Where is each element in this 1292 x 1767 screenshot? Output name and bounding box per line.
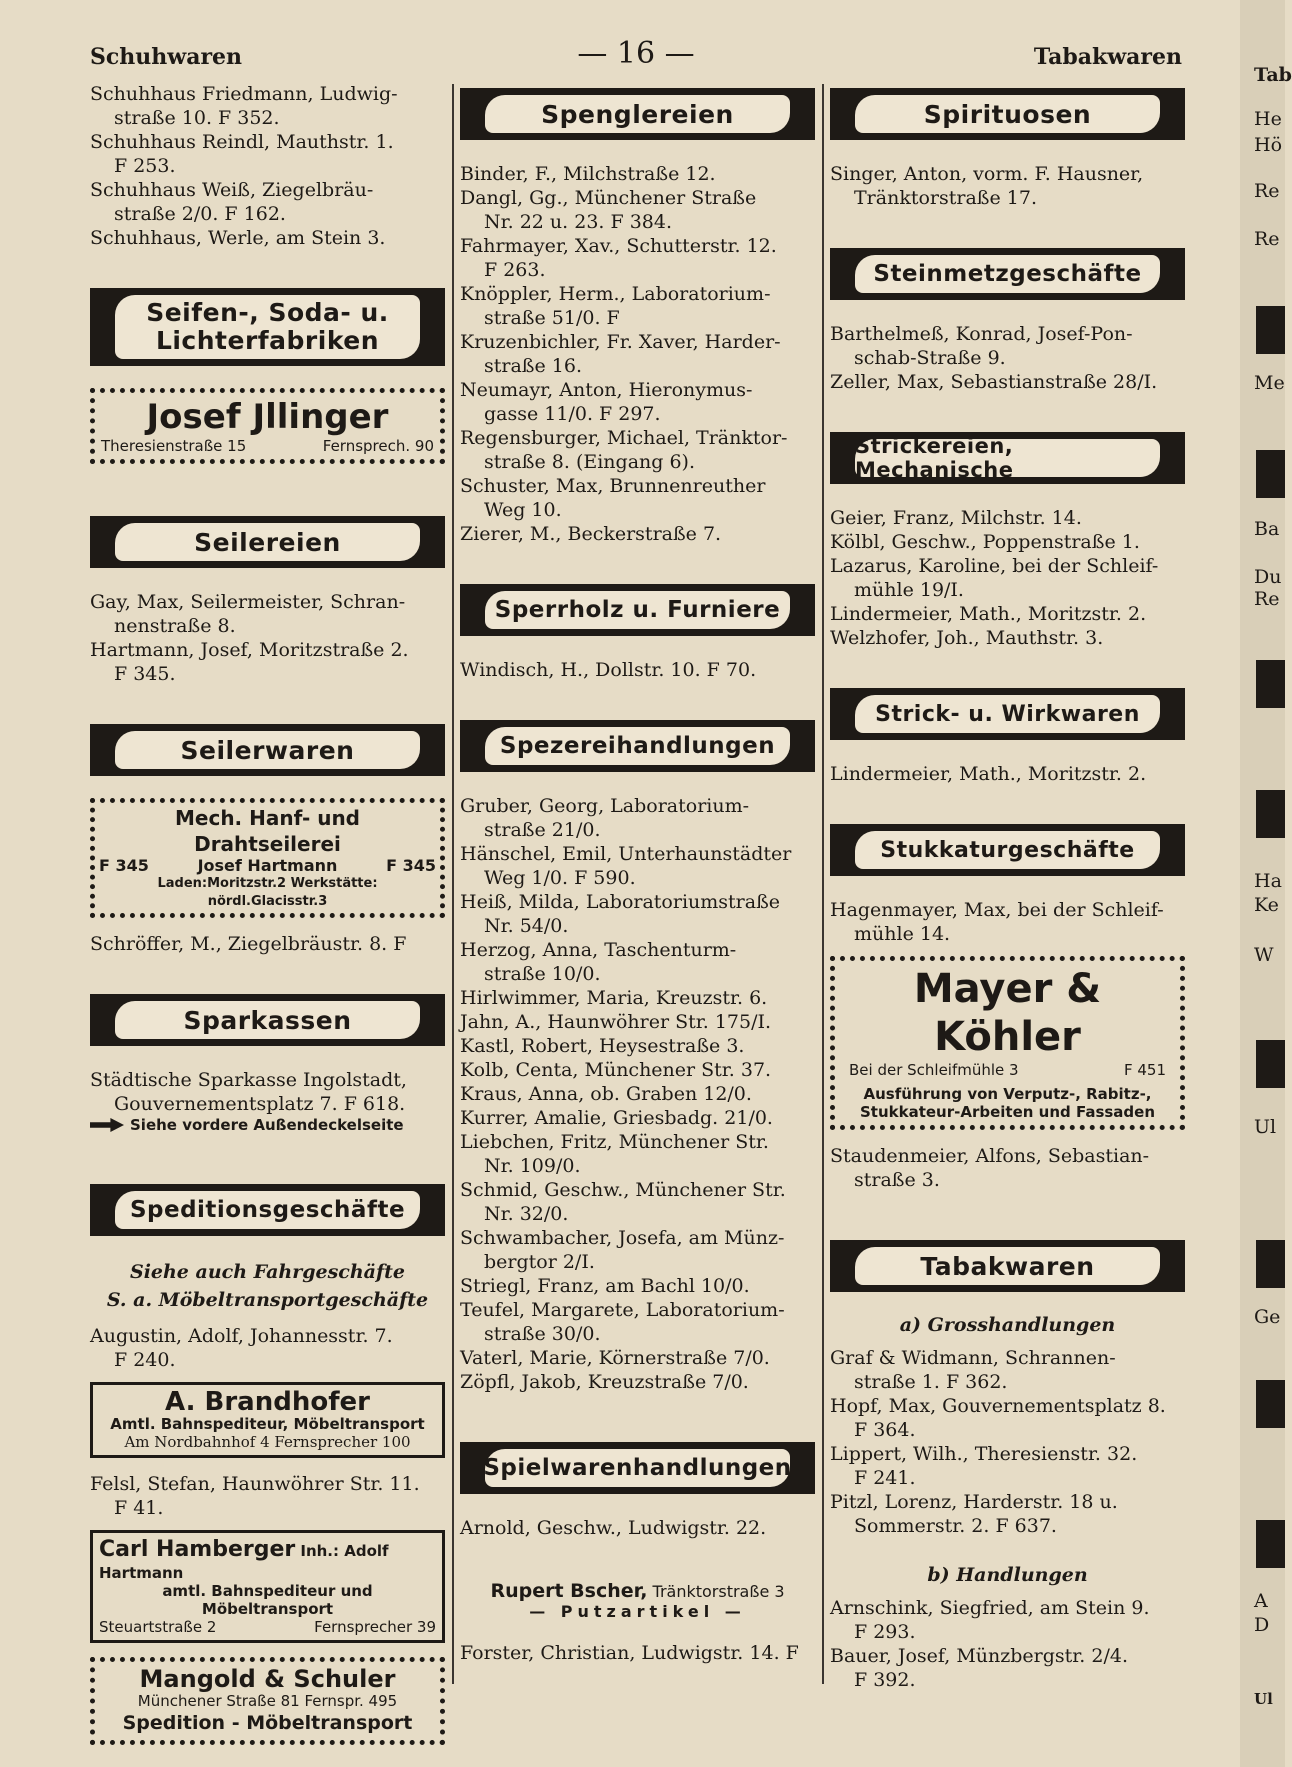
edge-text: Ha: [1254, 870, 1282, 892]
entry-name-line: Städtische Sparkasse Ingolstadt,: [90, 1069, 407, 1091]
entry-continuation: F 241.: [854, 1467, 916, 1489]
entry-name-line: Schuhhaus, Werle, am Stein 3.: [90, 227, 386, 249]
directory-entry: [460, 1226, 815, 1274]
edge-text: A: [1254, 1590, 1268, 1612]
facing-page-edge: [1240, 0, 1292, 1767]
directory-entry: [830, 162, 1185, 210]
entry-name-line: Schuster, Max, Brunnenreuther: [460, 475, 766, 497]
entry-continuation: Sommerstr. 2. F 637.: [854, 1515, 1057, 1537]
section-header-seilerwaren: [90, 724, 445, 776]
entry-continuation: straße 51/0. F: [484, 307, 620, 329]
entry-continuation: F 392.: [854, 1669, 916, 1691]
ad-address: Bei der Schleifmühle 3: [849, 1061, 1019, 1079]
directory-entry: [460, 1298, 815, 1346]
entry-continuation: straße 3.: [854, 1169, 940, 1191]
header-line: Lichterfabriken: [155, 326, 380, 355]
entry-name-line: Kraus, Anna, ob. Graben 12/0.: [460, 1083, 752, 1105]
directory-entry: [830, 1346, 1185, 1394]
ad-line: Stukkateur-Arbeiten und Fassaden: [859, 1103, 1156, 1121]
see-also-note: Siehe auch Fahrgeschäfte: [129, 1261, 406, 1283]
ad-name: Rupert Bscher,: [490, 1580, 648, 1602]
entry-name-line: Zöpfl, Jakob, Kreuzstraße 7/0.: [460, 1371, 749, 1393]
ad-phone: Fernsprech. 90: [322, 437, 434, 455]
entry-continuation: F 240.: [114, 1349, 176, 1371]
directory-entry: [90, 1472, 445, 1520]
column-1: [90, 82, 445, 1759]
spezerei-list: [460, 794, 815, 1394]
page-header: [90, 36, 1182, 76]
subheading: a) Grosshandlungen: [899, 1314, 1116, 1336]
edge-block: [1256, 1240, 1285, 1288]
section-header-spielwaren: [460, 1442, 815, 1494]
section-header-sperrholz: [460, 584, 815, 636]
ad-address: Am Nordbahnhof 4 Fernsprecher 100: [124, 1433, 411, 1451]
see-also-note: S. a. Möbeltransportgeschäfte: [106, 1289, 429, 1311]
header-label: Tabakwaren: [920, 1251, 1095, 1281]
entry-continuation: F 41.: [114, 1497, 164, 1519]
ad-name: Josef Jllinger: [146, 397, 389, 437]
spielwaren-list: [460, 1516, 815, 1540]
directory-entry: [460, 986, 815, 1010]
entry-name-line: Staudenmeier, Alfons, Sebastian-: [830, 1145, 1150, 1167]
directory-entry: [830, 530, 1185, 554]
schuhhaus-list: [90, 82, 445, 250]
directory-entry: [90, 130, 445, 178]
entry-continuation: straße 1. F 362.: [854, 1371, 1008, 1393]
directory-entry: [90, 226, 445, 250]
directory-entry: [830, 554, 1185, 602]
edge-text: Ul: [1254, 1116, 1277, 1138]
entry-continuation: bergtor 2/I.: [484, 1251, 595, 1273]
ad-phone: F 451: [1123, 1061, 1166, 1079]
ad-phone: Fernsprecher 39: [314, 1618, 436, 1636]
directory-entry: [460, 842, 815, 890]
entry-name-line: Teufel, Margarete, Laboratorium-: [460, 1299, 785, 1321]
directory-entry: [830, 506, 1185, 530]
entry-continuation: F 253.: [114, 155, 176, 177]
directory-entry: [830, 1394, 1185, 1442]
ad-josef-illinger: [90, 388, 445, 464]
entry-name-line: Kastl, Robert, Heysestraße 3.: [460, 1035, 745, 1057]
section-header-strickereien: [830, 432, 1185, 484]
entry-name-line: Neumayr, Anton, Hieronymus-: [460, 379, 753, 401]
entry-name-line: Forster, Christian, Ludwigstr. 14. F: [460, 1642, 799, 1664]
header-label: Stukkaturgeschäfte: [880, 837, 1135, 863]
pointing-hand-icon: [90, 1118, 124, 1132]
entry-name-line: Lazarus, Karoline, bei der Schleif-: [830, 555, 1159, 577]
entry-name-line: Lippert, Wilh., Theresienstr. 32.: [830, 1443, 1138, 1465]
directory-entry: [460, 1516, 815, 1540]
entry-continuation: F 345.: [114, 663, 176, 685]
directory-entry: [460, 1641, 815, 1665]
ad-address: Münchener Straße 81 Fernspr. 495: [137, 1692, 398, 1710]
directory-entry: [460, 794, 815, 842]
entry-name-line: Binder, F., Milchstraße 12.: [460, 163, 716, 185]
ad-rupert-bscher: [460, 1580, 815, 1621]
directory-entry: [90, 82, 445, 130]
section-header-steinmetz: [830, 248, 1185, 300]
section-header-spirituosen: [830, 88, 1185, 140]
edge-text: Ul: [1254, 1690, 1273, 1708]
directory-entry: [460, 162, 815, 186]
directory-entry: [460, 658, 815, 682]
directory-entry: [460, 1370, 815, 1394]
entry-name-line: Kölbl, Geschw., Poppenstraße 1.: [830, 531, 1140, 553]
entry-name-line: Bauer, Josef, Münzbergstr. 2/4.: [830, 1645, 1128, 1667]
header-line: Seifen-, Soda- u.: [146, 298, 389, 327]
entry-continuation: gasse 11/0. F 297.: [484, 403, 661, 425]
directory-entry: [90, 1324, 445, 1372]
edge-block: [1256, 1520, 1285, 1568]
entry-name-line: Barthelmeß, Konrad, Josef-Pon-: [830, 323, 1133, 345]
directory-entry: [90, 590, 445, 638]
entry-name-line: Striegl, Franz, am Bachl 10/0.: [460, 1275, 750, 1297]
entry-name-line: Regensburger, Michael, Tränktor-: [460, 427, 788, 449]
column-divider: [822, 84, 824, 1684]
header-label: Steinmetzgeschäfte: [873, 261, 1142, 287]
entry-name-line: Lindermeier, Math., Moritzstr. 2.: [830, 603, 1147, 625]
steinmetz-list: [830, 322, 1185, 394]
entry-name-line: Zierer, M., Beckerstraße 7.: [460, 523, 722, 545]
directory-entry: [460, 1010, 815, 1034]
entry-name-line: Augustin, Adolf, Johannesstr. 7.: [90, 1325, 393, 1347]
entry-continuation: straße 16.: [484, 355, 582, 377]
header-label: Spielwarenhandlungen: [483, 1455, 792, 1481]
entry-continuation: Gouvernementsplatz 7. F 618.: [114, 1093, 406, 1115]
ad-brandhofer: [90, 1382, 445, 1458]
ad-name: Carl Hamberger: [99, 1537, 296, 1562]
ad-address: Tränktorstraße 3: [652, 1582, 785, 1601]
column-2: [460, 82, 815, 1665]
directory-entry: [90, 178, 445, 226]
entry-continuation: mühle 19/I.: [854, 579, 964, 601]
section-header-spenglereien: [460, 88, 815, 140]
running-head-left: Schuhwaren: [90, 44, 243, 70]
entry-name-line: Schuhhaus Friedmann, Ludwig-: [90, 83, 398, 105]
directory-entry: [460, 1178, 815, 1226]
entry-continuation: mühle 14.: [854, 923, 951, 945]
section-header-sparkassen: [90, 994, 445, 1046]
directory-entry: [830, 762, 1185, 786]
entry-name-line: Schröffer, M., Ziegelbräustr. 8. F: [90, 933, 407, 955]
spirituosen-list: [830, 162, 1185, 210]
ad-line: Amtl. Bahnspediteur, Möbeltransport: [110, 1415, 425, 1433]
edge-text: Re: [1254, 228, 1280, 250]
entry-name-line: Herzog, Anna, Taschenturm-: [460, 939, 737, 961]
ad-phone: F 345: [99, 856, 149, 875]
entry-name-line: Lindermeier, Math., Moritzstr. 2.: [830, 763, 1147, 785]
subheading: b) Handlungen: [927, 1564, 1088, 1586]
section-header-spedition: [90, 1184, 445, 1236]
edge-text: Ke: [1254, 894, 1279, 916]
entry-name-line: Arnold, Geschw., Ludwigstr. 22.: [460, 1517, 767, 1539]
entry-name-line: Schuhhaus Weiß, Ziegelbräu-: [90, 179, 374, 201]
directory-entry: [830, 1644, 1185, 1692]
strickereien-list: [830, 506, 1185, 650]
directory-entry: [460, 1082, 815, 1106]
directory-entry: [460, 1346, 815, 1370]
entry-name-line: Hopf, Max, Gouvernementsplatz 8.: [830, 1395, 1166, 1417]
section-header-seifen: [90, 288, 445, 366]
entry-name-line: Windisch, H., Dollstr. 10. F 70.: [460, 659, 757, 681]
stukk-list: [830, 1144, 1185, 1192]
ad-title: Mech. Hanf- und Drahtseilerei: [175, 806, 360, 856]
directory-entry: [460, 426, 815, 474]
header-label: Speditionsgeschäfte: [129, 1197, 406, 1223]
tabak-b-list: [830, 1596, 1185, 1692]
edge-text: Du: [1254, 566, 1282, 588]
directory-entry: [460, 1106, 815, 1130]
directory-entry: [830, 1596, 1185, 1644]
entry-name-line: Hänschel, Emil, Unterhaunstädter: [460, 843, 792, 865]
entry-name-line: Singer, Anton, vorm. F. Hausner,: [830, 163, 1144, 185]
edge-block: [1256, 450, 1285, 498]
entry-name-line: Arnschink, Siegfried, am Stein 9.: [830, 1597, 1150, 1619]
directory-entry: [460, 234, 815, 282]
directory-entry: [830, 898, 1185, 946]
entry-continuation: Nr. 109/0.: [484, 1155, 581, 1177]
entry-name-line: Jahn, A., Haunwöhrer Str. 175/I.: [460, 1011, 772, 1033]
edge-text: Tab: [1254, 64, 1292, 86]
directory-entry: [460, 522, 815, 546]
directory-entry: [460, 1034, 815, 1058]
spenglereien-list: [460, 162, 815, 546]
directory-entry: [460, 1130, 815, 1178]
ad-address: Steuartstraße 2: [99, 1618, 217, 1636]
edge-text: Re: [1254, 588, 1280, 610]
ad-hartmann: [90, 798, 445, 918]
directory-entry: [460, 378, 815, 426]
spedition-list: [90, 1324, 445, 1372]
edge-block: [1256, 790, 1285, 838]
entry-continuation: straße 10/0.: [484, 963, 601, 985]
sperrholz-list: [460, 658, 815, 682]
header-label: Seilerwaren: [180, 735, 355, 765]
directory-entry: [830, 322, 1185, 370]
header-label: Spenglereien: [541, 99, 734, 129]
entry-name-line: Pitzl, Lorenz, Harderstr. 18 u.: [830, 1491, 1118, 1513]
edge-block: [1256, 1040, 1285, 1088]
ad-owner: Inh.: Adolf Hartmann: [99, 1542, 389, 1582]
entry-continuation: F 263.: [484, 259, 546, 281]
entry-name-line: Felsl, Stefan, Haunwöhrer Str. 11.: [90, 1473, 420, 1495]
section-header-stukkatur: [830, 824, 1185, 876]
header-label: Strickereien, Mechanische: [855, 434, 1014, 482]
entry-name-line: Zeller, Max, Sebastianstraße 28/I.: [830, 371, 1158, 393]
seilereien-list: [90, 590, 445, 686]
directory-entry: [460, 474, 815, 522]
strick-list: [830, 762, 1185, 786]
entry-name-line: Knöppler, Herm., Laboratorium-: [460, 283, 771, 305]
entry-name-line: Schwambacher, Josefa, am Münz-: [460, 1227, 785, 1249]
entry-name-line: Gruber, Georg, Laboratorium-: [460, 795, 750, 817]
spielwaren-list: [460, 1641, 815, 1665]
spedition-list: [90, 1472, 445, 1520]
entry-name-line: Schmid, Geschw., Münchener Str.: [460, 1179, 786, 1201]
directory-entry: [460, 1274, 815, 1298]
ad-mayer-koehler: [830, 956, 1185, 1130]
entry-continuation: straße 2/0. F 162.: [114, 203, 286, 225]
entry-continuation: Weg 10.: [484, 499, 562, 521]
entry-name-line: Gay, Max, Seilermeister, Schran-: [90, 591, 406, 613]
entry-name-line: Schuhhaus Reindl, Mauthstr. 1.: [90, 131, 394, 153]
entry-name-line: Dangl, Gg., Münchener Straße: [460, 187, 757, 209]
ad-line: Spedition - Möbeltransport: [122, 1712, 413, 1734]
ad-name: Josef Hartmann: [197, 856, 338, 875]
ad-name: Mangold & Schuler: [139, 1665, 396, 1693]
entry-continuation: schab-Straße 9.: [854, 347, 1006, 369]
directory-entry: [460, 282, 815, 330]
sparkassen-list: [90, 1068, 445, 1116]
running-head-right: Tabakwaren: [1033, 44, 1182, 70]
entry-continuation: straße 10. F 352.: [114, 107, 280, 129]
page-number: — 16 —: [577, 36, 695, 71]
directory-entry: [830, 1490, 1185, 1538]
entry-name-line: Fahrmayer, Xav., Schutterstr. 12.: [460, 235, 777, 257]
header-label: Strick- u. Wirkwaren: [875, 701, 1140, 727]
entry-name-line: Hirlwimmer, Maria, Kreuzstr. 6.: [460, 987, 768, 1009]
ad-phone: F 345: [386, 856, 436, 875]
seilerwaren-list: [90, 932, 445, 956]
edge-text: D: [1254, 1614, 1270, 1636]
directory-entry: [830, 1144, 1185, 1192]
edge-text: Hö: [1254, 134, 1283, 156]
edge-text: He: [1254, 108, 1282, 130]
entry-name-line: Vaterl, Marie, Körnerstraße 7/0.: [460, 1347, 770, 1369]
directory-entry: [460, 1058, 815, 1082]
entry-continuation: straße 21/0.: [484, 819, 601, 841]
entry-continuation: F 364.: [854, 1419, 916, 1441]
entry-name-line: Heiß, Milda, Laboratoriumstraße: [460, 891, 781, 913]
entry-name-line: Hagenmayer, Max, bei der Schleif-: [830, 899, 1164, 921]
edge-text: Me: [1254, 372, 1285, 394]
directory-entry: [830, 626, 1185, 650]
entry-continuation: straße 8. (Eingang 6).: [484, 451, 696, 473]
entry-name-line: Welzhofer, Joh., Mauthstr. 3.: [830, 627, 1104, 649]
entry-name-line: Hartmann, Josef, Moritzstraße 2.: [90, 639, 409, 661]
column-3: [830, 82, 1185, 1692]
directory-entry: [460, 330, 815, 378]
entry-continuation: Nr. 32/0.: [484, 1203, 569, 1225]
entry-continuation: Tränktorstraße 17.: [854, 187, 1037, 209]
ad-address: Theresienstraße 15: [101, 437, 247, 455]
entry-name-line: Kolb, Centa, Münchener Str. 37.: [460, 1059, 772, 1081]
edge-text: Re: [1254, 180, 1280, 202]
ad-mangold-schuler: [90, 1657, 445, 1745]
stukk-list: [830, 898, 1185, 946]
entry-continuation: Nr. 54/0.: [484, 915, 569, 937]
entry-name-line: Graf & Widmann, Schrannen-: [830, 1347, 1116, 1369]
directory-entry: [830, 370, 1185, 394]
directory-entry: [460, 890, 815, 938]
entry-continuation: nenstraße 8.: [114, 615, 236, 637]
directory-entry: [830, 602, 1185, 626]
entry-continuation: F 293.: [854, 1621, 916, 1643]
header-label: Sperrholz u. Furniere: [494, 597, 781, 623]
entry-continuation: Nr. 22 u. 23. F 384.: [484, 211, 673, 233]
entry-continuation: straße 30/0.: [484, 1323, 601, 1345]
column-divider: [452, 84, 454, 1684]
edge-block: [1256, 660, 1285, 708]
header-label: Spezereihandlungen: [499, 733, 776, 759]
tabak-a-list: [830, 1346, 1185, 1538]
ad-hamberger: [90, 1530, 445, 1643]
ad-line: — Putzartikel —: [529, 1602, 746, 1621]
header-label: Sparkassen: [183, 1005, 352, 1035]
ad-line: Ausführung von Verputz-, Rabitz-,: [863, 1085, 1152, 1103]
edge-block: [1256, 1380, 1285, 1428]
entry-name-line: Kruzenbichler, Fr. Xaver, Harder-: [460, 331, 781, 353]
edge-text: Ge: [1254, 1306, 1281, 1328]
directory-entry: [90, 1068, 445, 1116]
entry-name-line: Geier, Franz, Milchstr. 14.: [830, 507, 1082, 529]
ad-name: Mayer & Köhler: [913, 966, 1102, 1060]
header-label: Seilereien: [194, 527, 341, 557]
cross-reference: [90, 1116, 445, 1134]
ad-address: Laden:Moritzstr.2 Werkstätte: nördl.Glacisstr.3: [157, 876, 378, 909]
entry-name-line: Kurrer, Amalie, Griesbadg. 21/0.: [460, 1107, 773, 1129]
section-header-tabakwaren: [830, 1240, 1185, 1292]
section-header-strick-wirkwaren: [830, 688, 1185, 740]
directory-entry: [90, 932, 445, 956]
directory-entry: [90, 638, 445, 686]
ad-name: A. Brandhofer: [165, 1387, 370, 1417]
edge-text: Ba: [1254, 518, 1280, 540]
edge-block: [1256, 306, 1285, 354]
ad-line: amtl. Bahnspediteur und Möbeltransport: [162, 1582, 373, 1618]
directory-entry: [460, 186, 815, 234]
section-header-seilereien: [90, 516, 445, 568]
edge-text: W: [1254, 944, 1274, 966]
directory-entry: [460, 938, 815, 986]
directory-entry: [830, 1442, 1185, 1490]
entry-continuation: Weg 1/0. F 590.: [484, 867, 636, 889]
header-label: Spirituosen: [923, 99, 1092, 129]
section-header-spezerei: [460, 720, 815, 772]
entry-name-line: Liebchen, Fritz, Münchener Str.: [460, 1131, 769, 1153]
reference-text: Siehe vordere Außendeckelseite: [130, 1116, 404, 1134]
